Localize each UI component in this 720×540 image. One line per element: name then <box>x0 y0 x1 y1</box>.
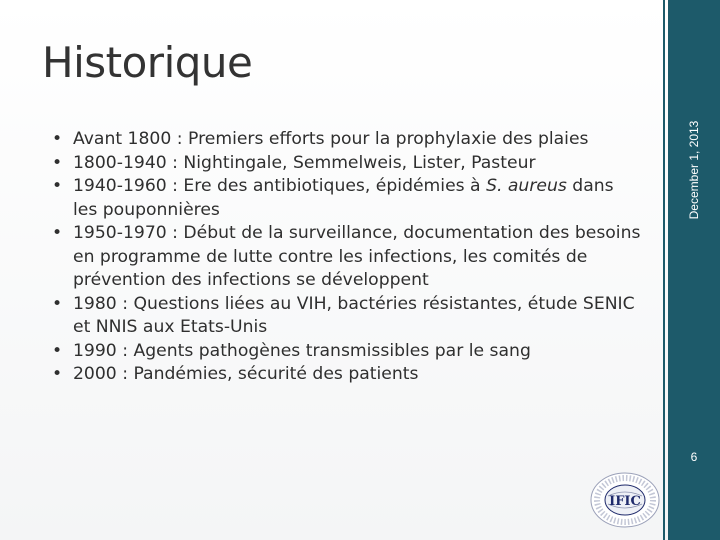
ific-logo <box>588 470 662 530</box>
bullet-item: • 2000 : Pandémies, sécurité des patients <box>52 363 642 387</box>
bullet-item: • 1990 : Agents pathogènes transmissibles par le sang <box>52 340 642 364</box>
slide-date: December 1, 2013 <box>687 120 701 220</box>
page-number: 6 <box>690 450 698 464</box>
bullet-item: • 1950-1970 : Début de la surveillance, documentation des besoins en programme de lutte contre les infections, les comités de prévention des infections se développent <box>52 222 642 293</box>
sidebar-divider <box>663 0 665 540</box>
logo-wordmark: IFIC <box>609 494 641 509</box>
bullet-list <box>52 128 642 387</box>
bullet-item: • Avant 1800 : Premiers efforts pour la prophylaxie des plaies <box>52 128 642 152</box>
bullet-item <box>52 175 642 222</box>
bullet-item: • 1980 : Questions liées au VIH, bactéries résistantes, étude SENIC et NNIS aux Etats-Unis <box>52 293 642 340</box>
slide-title: Historique <box>42 38 253 87</box>
organism-name: S. aureus <box>486 176 567 196</box>
bullet-item: • 1800-1940 : Nightingale, Semmelweis, Lister, Pasteur <box>52 152 642 176</box>
bullet-text: dans les pouponnières <box>73 176 614 220</box>
bullet-text: 1940-1960 : Ere des antibiotiques, épidémies à <box>73 176 487 196</box>
